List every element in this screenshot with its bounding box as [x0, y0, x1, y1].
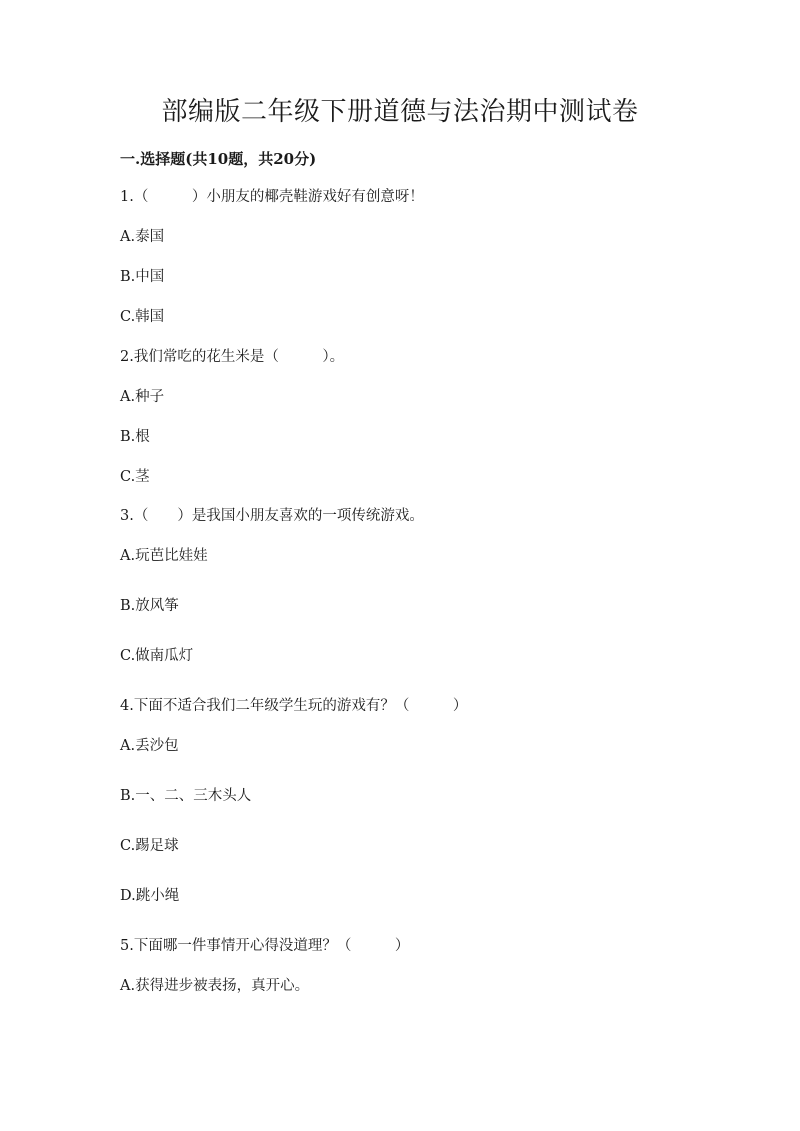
question-4-option-a: A.丢沙包	[120, 738, 179, 754]
page-title: 部编版二年级下册道德与法治期中测试卷	[161, 97, 639, 127]
question-4-option-d: D.跳小绳	[120, 888, 180, 904]
question-2-stem: 2.我们常吃的花生米是（ ）。	[120, 349, 345, 365]
section-header: 一.选择题(共10题，共20分)	[120, 150, 317, 168]
question-2-option-a: A.种子	[120, 389, 165, 405]
question-1-option-c: C.韩国	[120, 309, 165, 325]
question-3-option-a: A.玩芭比娃娃	[120, 548, 208, 564]
question-1-option-a: A.泰国	[120, 229, 165, 245]
question-1-stem: 1.（ ）小朋友的椰壳鞋游戏好有创意呀！	[120, 189, 424, 205]
question-4-option-b: B.一、二、三木头人	[120, 788, 252, 804]
question-2-option-c: C.茎	[120, 469, 150, 485]
question-5-stem: 5.下面哪一件事情开心得没道理？（ ）	[120, 938, 410, 954]
question-4-option-c: C.踢足球	[120, 838, 179, 854]
question-3-stem: 3.（ ）是我国小朋友喜欢的一项传统游戏。	[120, 508, 424, 524]
question-3-option-b: B.放风筝	[120, 598, 179, 614]
question-5-option-a: A.获得进步被表扬，真开心。	[120, 978, 310, 994]
question-2-option-b: B.根	[120, 429, 150, 445]
question-3-option-c: C.做南瓜灯	[120, 648, 194, 664]
question-1-option-b: B.中国	[120, 269, 165, 285]
question-4-stem: 4.下面不适合我们二年级学生玩的游戏有？（ ）	[120, 698, 468, 714]
